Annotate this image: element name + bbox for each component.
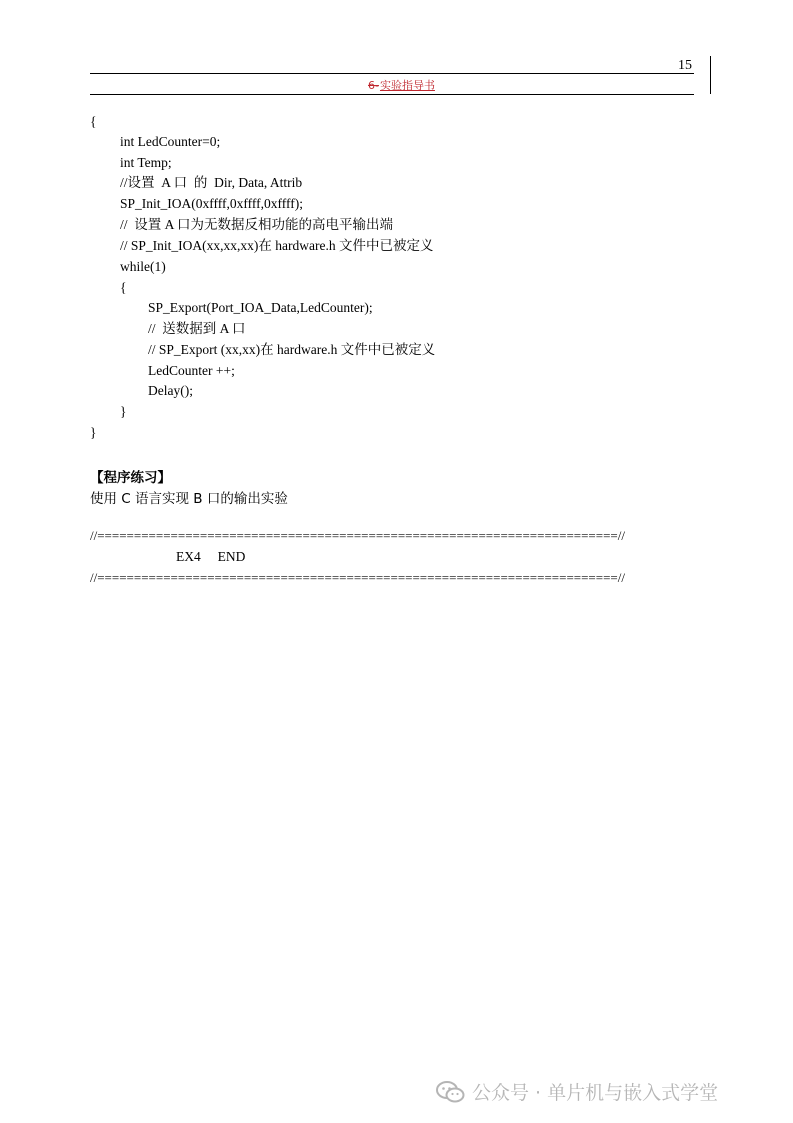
practice-heading: 【程序练习】: [90, 470, 171, 486]
code-line: }: [90, 425, 97, 440]
end-rule-top: //=======================================================================//: [90, 528, 625, 543]
header-rule-top: [90, 73, 694, 74]
code-line: // SP_Init_IOA(xx,xx,xx)在 hardware.h 文件中已被定义: [120, 238, 434, 253]
code-line: LedCounter ++;: [148, 363, 235, 378]
code-line: {: [120, 280, 127, 295]
end-marker: EX4 END: [176, 549, 246, 564]
code-line: int LedCounter=0;: [120, 134, 221, 149]
page-number: 15: [678, 58, 692, 73]
code-line: SP_Export(Port_IOA_Data,LedCounter);: [148, 300, 373, 315]
code-line: // 送数据到 A 口: [148, 321, 246, 336]
wechat-icon: [436, 1080, 466, 1104]
practice-text: 使用 C 语言实现 B 口的输出实验: [90, 491, 288, 507]
code-line: }: [120, 404, 127, 419]
watermark: [436, 1078, 718, 1105]
watermark-text: 公众号 · 单片机与嵌入式学堂: [472, 1082, 719, 1104]
code-line: int Temp;: [120, 155, 172, 170]
header-title: [368, 77, 435, 93]
header-rule-bottom: [90, 94, 694, 95]
end-rule-bottom: //=======================================================================//: [90, 570, 625, 585]
header-side-bar: [710, 56, 711, 94]
code-line: Delay();: [148, 383, 193, 398]
code-line: {: [90, 114, 97, 129]
header-title-text: 实验指导书: [379, 79, 435, 92]
code-line: // SP_Export (xx,xx)在 hardware.h 文件中已被定义: [148, 342, 436, 357]
code-line: SP_Init_IOA(0xffff,0xffff,0xffff);: [120, 196, 304, 211]
header-title-strike: 6-: [368, 79, 379, 92]
code-line: //设置 A 口 的 Dir, Data, Attrib: [120, 175, 303, 190]
code-line: while(1): [120, 259, 166, 274]
code-line: // 设置 A 口为无数据反相功能的高电平输出端: [120, 217, 394, 232]
